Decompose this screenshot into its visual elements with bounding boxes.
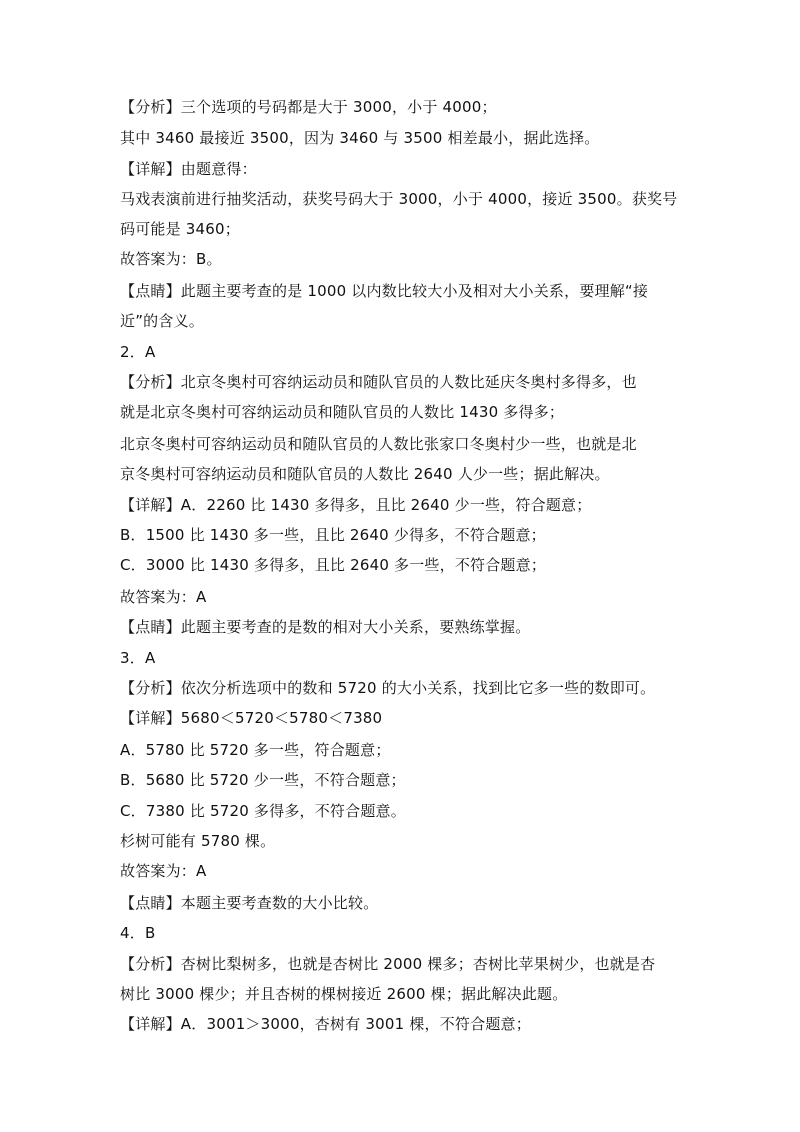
text-line: 北京冬奥村可容纳运动员和随队官员的人数比张家口冬奥村少一些，也就是北 [120,435,637,453]
text-line: B．1500 比 1430 多一些，且比 2640 少得多，不符合题意； [120,526,546,544]
text-line: 3．A [120,649,156,667]
text-line: 【详解】A．2260 比 1430 多得多，且比 2640 少一些，符合题意； [120,496,592,514]
text-line: C．3000 比 1430 多得多，且比 2640 多一些，不符合题意； [120,556,547,574]
text-line: 2．A [120,343,156,361]
text-line: 故答案为：A [120,588,207,606]
text-line: 就是北京冬奥村可容纳运动员和随队官员的人数比 1430 多得多； [120,403,565,421]
text-line: A．5780 比 5720 多一些，符合题意； [120,741,391,759]
text-line: 其中 3460 最接近 3500，因为 3460 与 3500 相差最小，据此选择。 [120,129,600,147]
text-line: 【分析】北京冬奥村可容纳运动员和随队官员的人数比延庆冬奥村多得多，也 [120,373,637,391]
text-line: 故答案为：B。 [120,250,222,268]
text-line: 树比 3000 棵少；并且杏树的棵树接近 2600 棵；据此解决此题。 [120,985,568,1003]
text-line: C．7380 比 5720 多得多，不符合题意。 [120,802,406,820]
text-line: 【点睛】本题主要考查数的大小比较。 [120,894,379,912]
text-line: 马戏表演前进行抽奖活动，获奖号码大于 3000，小于 4000，接近 3500。获奖号 [120,190,678,208]
text-line: 杉树可能有 5780 棵。 [120,832,276,850]
text-line: 4．B [120,924,156,942]
text-line: 【分析】杏树比梨树多，也就是杏树比 2000 棵多；杏树比苹果树少，也就是杏 [120,955,656,973]
text-line: 【分析】依次分析选项中的数和 5720 的大小关系，找到比它多一些的数即可。 [120,679,656,697]
text-line: B．5680 比 5720 少一些，不符合题意； [120,771,406,789]
text-line: 【分析】三个选项的号码都是大于 3000，小于 4000； [120,98,497,116]
text-line: 【详解】A．3001＞3000，杏树有 3001 棵，不符合题意； [120,1015,531,1033]
text-line: 【点睛】此题主要考查的是数的相对大小关系，要熟练掌握。 [120,618,531,636]
text-line: 码可能是 3460； [120,220,240,238]
text-line: 京冬奥村可容纳运动员和随队官员的人数比 2640 人少一些；据此解决。 [120,465,610,483]
text-line: 【详解】5680＜5720＜5780＜7380 [120,709,383,727]
text-line: 故答案为：A [120,862,207,880]
text-line: 【点睛】此题主要考查的是 1000 以内数比较大小及相对大小关系，要理解“接 [120,282,649,300]
text-line: 近”的含义。 [120,312,204,330]
text-line: 【详解】由题意得： [120,160,257,178]
